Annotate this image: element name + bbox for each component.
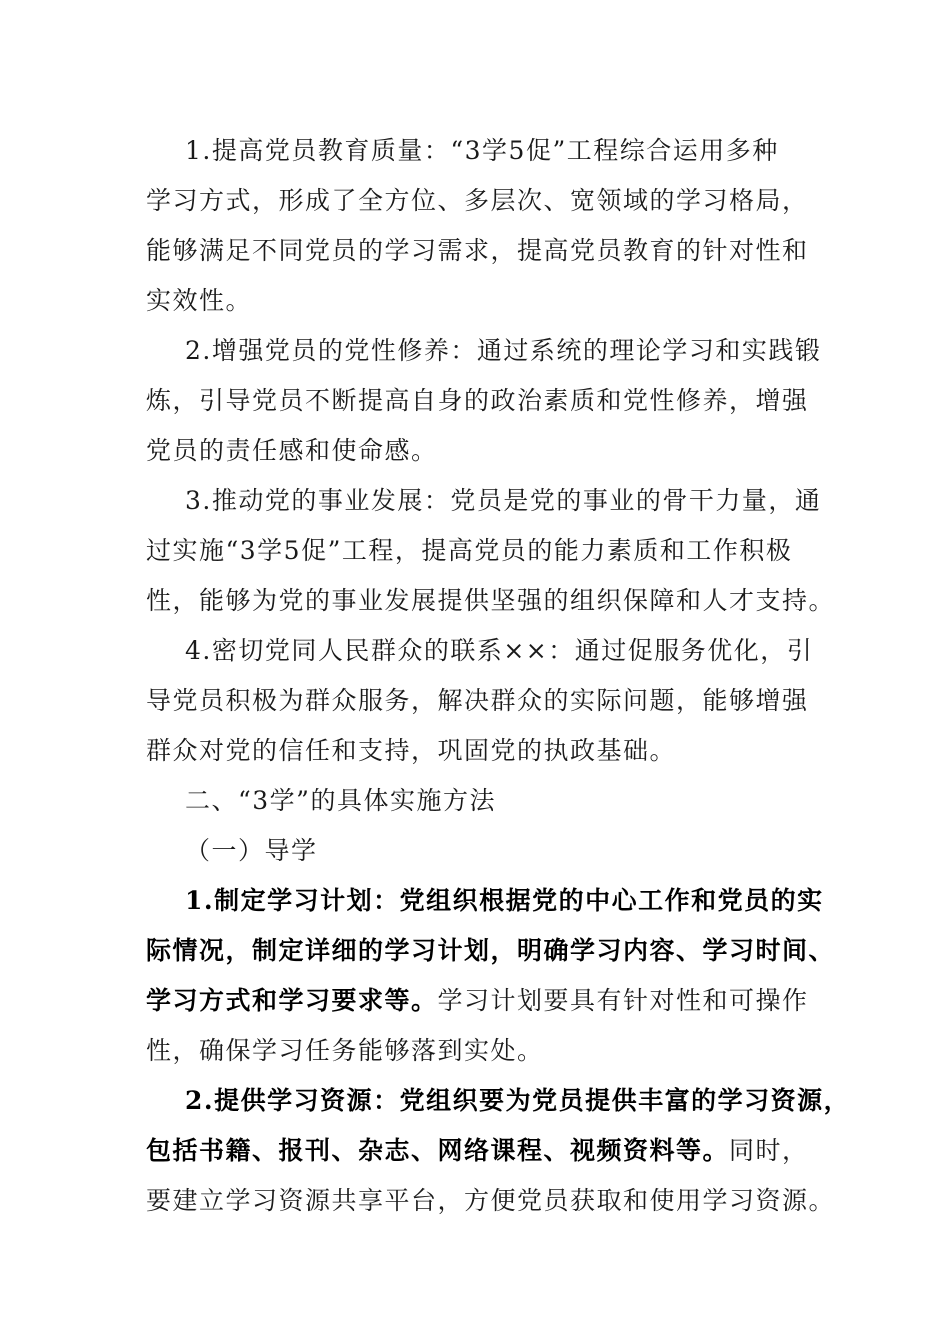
para6-line2-rest: 同时， [729,1136,809,1165]
para5-line3-rest: 学习计划要具有针对性和可操作 [437,986,809,1015]
para4-line3: 群众对党的信任和支持，巩固党的执政基础。 [146,736,677,765]
para2-line1: 2.增强党员的党性修养：通过系统的理论学习和实践锻 [185,336,822,365]
para1-line2: 学习方式，形成了全方位、多层次、宽领域的学习格局， [146,186,809,215]
subsection-heading: （一）导学 [185,836,318,865]
para4-line2: 导党员积极为群众服务，解决群众的实际问题，能够增强 [146,686,809,715]
para6-line2 [146,1133,809,1169]
para6-line3: 要建立学习资源共享平台，方便党员获取和使用学习资源。 [146,1186,836,1215]
para5-line1: 1.制定学习计划：党组织根据党的中心工作和党员的实 [185,886,824,915]
para6-line2-bold: 包括书籍、报刊、杂志、网络课程、视频资料等。 [146,1136,730,1165]
para5-line3 [146,983,809,1019]
para3-line2: 过实施“3学5促”工程，提高党员的能力素质和工作积极 [146,536,793,565]
para5-line3-bold: 学习方式和学习要求等。 [146,986,438,1015]
para3-line1: 3.推动党的事业发展：党员是党的事业的骨干力量，通 [185,486,822,515]
para3-line3: 性，能够为党的事业发展提供坚强的组织保障和人才支持。 [146,586,836,615]
para4-line1: 4.密切党同人民群众的联系××：通过促服务优化，引 [185,636,814,665]
para1-line1: 1.提高党员教育质量：“3学5促”工程综合运用多种 [185,136,779,165]
para1-line4: 实效性。 [146,286,253,315]
section-heading: 二、“3学”的具体实施方法 [185,786,496,815]
para2-line3: 党员的责任感和使命感。 [146,436,438,465]
para2-line2: 炼，引导党员不断提高自身的政治素质和党性修养，增强 [146,386,809,415]
para5-line4: 性，确保学习任务能够落到实处。 [146,1036,544,1065]
para5-line2: 际情况，制定详细的学习计划，明确学习内容、学习时间、 [146,936,836,965]
para6-line1: 2.提供学习资源：党组织要为党员提供丰富的学习资源， [185,1086,851,1115]
para1-line3: 能够满足不同党员的学习需求，提高党员教育的针对性和 [146,236,809,265]
